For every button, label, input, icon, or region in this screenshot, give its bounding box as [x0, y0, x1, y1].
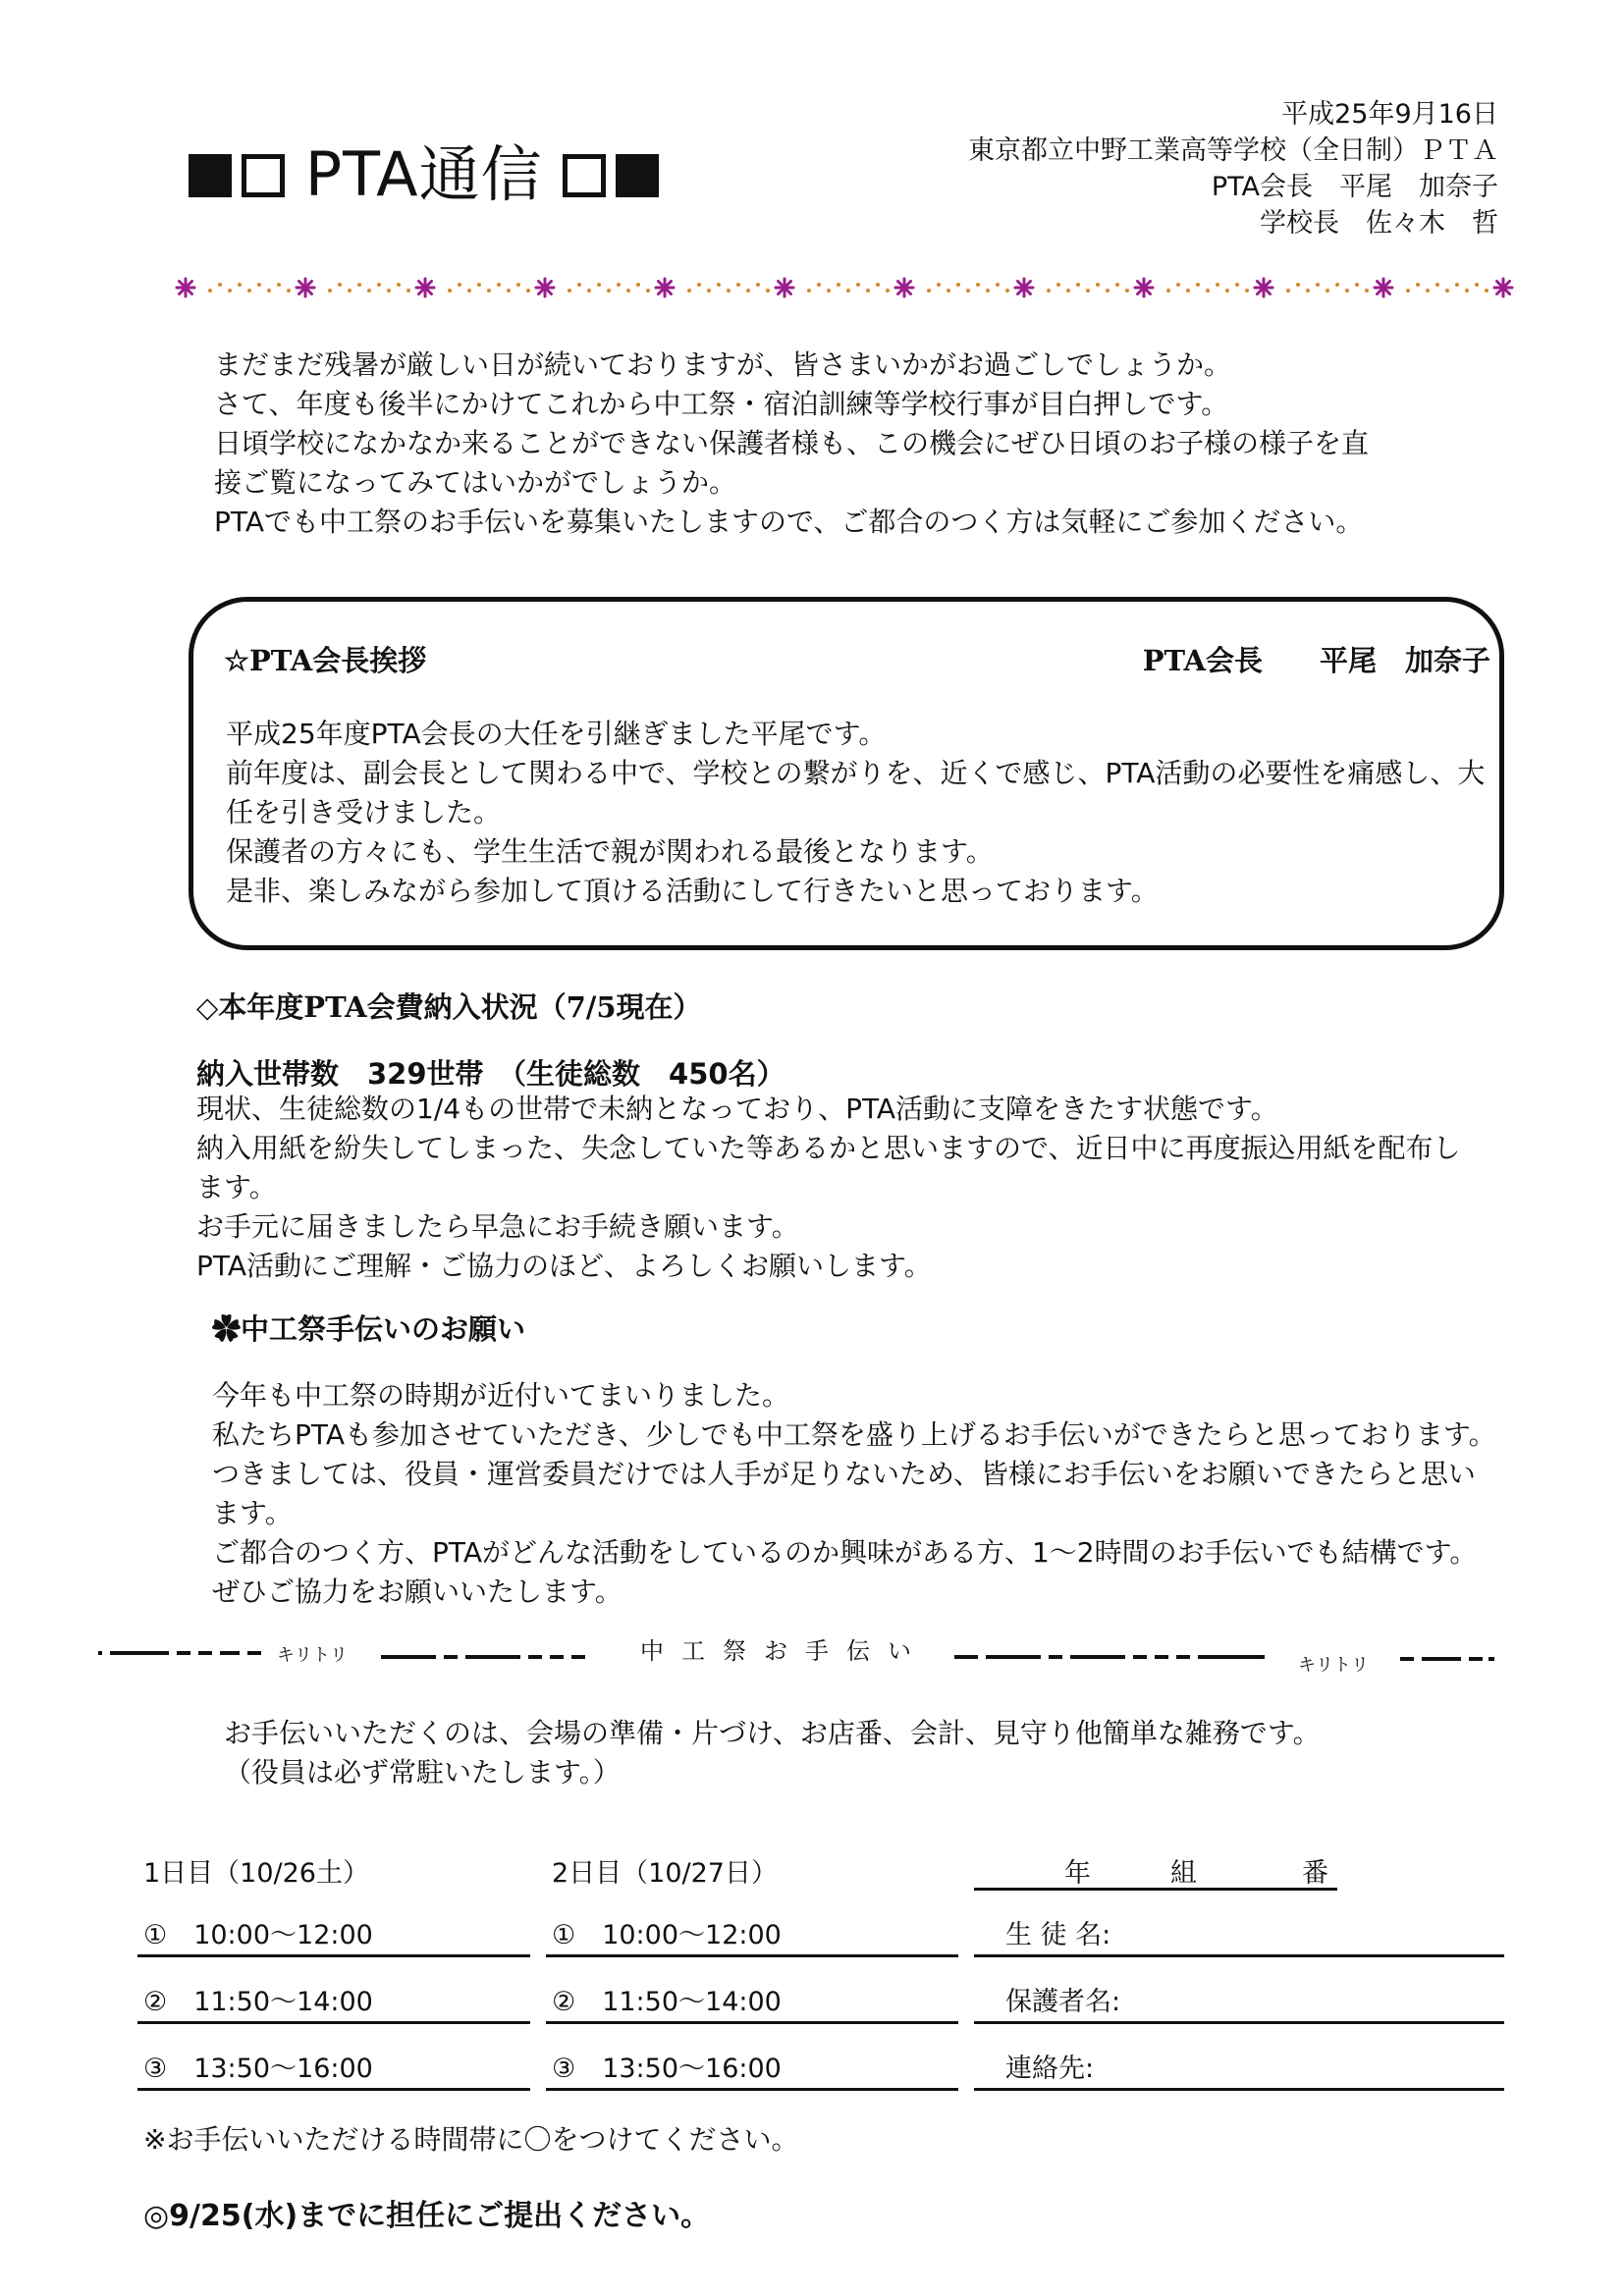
- border-dot: [277, 283, 281, 287]
- border-dot: [1235, 283, 1239, 287]
- cut-dash: [1133, 1655, 1147, 1659]
- border-dot: [1216, 283, 1219, 287]
- flower-icon: [774, 277, 795, 298]
- intro-line: 接ご覧になってみてはいかがでしょうか。: [214, 466, 737, 499]
- border-dot: [1306, 289, 1310, 293]
- class-group-label: 組: [1170, 1858, 1197, 1889]
- border-dot: [937, 283, 941, 287]
- border-dot: [406, 289, 410, 293]
- border-dot: [1406, 289, 1410, 293]
- festival-line: 今年も中工祭の時期が近付いてまいりました。: [212, 1379, 790, 1412]
- day2-slot-3[interactable]: ③ 13:50～16:00: [546, 2050, 958, 2091]
- border-dot: [876, 283, 880, 287]
- greeting-line: 前年度は、副会長として関わる中で、学校との繋がりを、近くで感じ、PTA活動の必要性を痛感し、大: [226, 757, 1486, 789]
- border-dot: [947, 289, 950, 293]
- flower-icon: [1253, 277, 1274, 298]
- border-dot: [1485, 289, 1489, 293]
- border-dot: [338, 283, 342, 287]
- dues-body: [196, 1090, 1460, 1286]
- day1-slot-2[interactable]: ② 11:50～14:00: [137, 1983, 530, 2024]
- border-dot: [1465, 289, 1469, 293]
- class-seat-label: 番: [1302, 1858, 1328, 1889]
- cut-dash: [198, 1651, 212, 1655]
- day1-slot-3[interactable]: ③ 13:50～16:00: [137, 2050, 530, 2091]
- border-dot: [526, 289, 530, 293]
- dues-line: 納入用紙を紛失してしまった、失念していた等あるかと思いますので、近日中に再度振込用紙を配布し: [196, 1132, 1461, 1164]
- border-dot: [927, 289, 931, 293]
- border-dot: [1426, 289, 1430, 293]
- border-dot: [328, 289, 332, 293]
- greeting-author: PTA会長 平尾 加奈子: [1142, 644, 1490, 677]
- border-dot: [397, 283, 401, 287]
- border-dot: [1086, 289, 1090, 293]
- border-dot: [886, 289, 890, 293]
- festival-line: つきましては、役員・運営委員だけでは人手が足りないため、皆様にお手伝いをお願いできたらと思い: [212, 1458, 1476, 1490]
- border-dot: [1365, 289, 1369, 293]
- border-dot: [377, 283, 381, 287]
- cut-dash: [1049, 1655, 1062, 1659]
- border-dot: [1335, 283, 1339, 287]
- intro-line: PTAでも中工祭のお手伝いを募集いたしますので、ご都合のつく方は気軽にご参加ください。: [214, 506, 1364, 538]
- intro-text: [214, 346, 1369, 542]
- border-dot: [1106, 289, 1110, 293]
- border-dot: [717, 283, 721, 287]
- border-dot: [1096, 283, 1100, 287]
- cut-center-label: 中工祭お手伝い: [640, 1637, 929, 1665]
- border-dot: [766, 289, 770, 293]
- cut-dash: [110, 1651, 169, 1655]
- border-dot: [827, 289, 831, 293]
- border-dot: [1186, 289, 1190, 293]
- flower-icon: [1013, 277, 1035, 298]
- border-dot: [1125, 289, 1129, 293]
- border-dot: [357, 283, 361, 287]
- form-note: ※お手伝いいただける時間帯に〇をつけてください。: [143, 2123, 799, 2156]
- border-dot: [1076, 283, 1080, 287]
- greeting-line: 平成25年度PTA会長の大任を引継ぎました平尾です。: [226, 718, 887, 750]
- border-dot: [568, 289, 571, 293]
- title-text: PTA通信: [304, 138, 543, 210]
- border-dot: [1355, 283, 1359, 287]
- border-dot: [497, 283, 501, 287]
- border-dot: [746, 289, 750, 293]
- black-square-icon: [189, 154, 232, 197]
- border-dot: [367, 289, 371, 293]
- border-dot: [287, 289, 291, 293]
- cut-label-left: キリトリ: [277, 1645, 348, 1666]
- cut-dash: [1489, 1657, 1494, 1661]
- help-desc-line: お手伝いいただくのは、会場の準備・片づけ、お店番、会計、見守り他簡単な雑務です。: [224, 1717, 1321, 1749]
- day2-slot-2[interactable]: ② 11:50～14:00: [546, 1983, 958, 2024]
- principal: 学校長 佐々木 哲: [1260, 208, 1498, 239]
- cut-dash: [550, 1655, 564, 1659]
- flower-icon: [295, 277, 316, 298]
- cut-dash: [1155, 1655, 1168, 1659]
- border-dot: [756, 283, 760, 287]
- greeting-line: 是非、楽しみながら参加して頂ける活動にして行きたいと思っております。: [226, 875, 1159, 907]
- class-year-label: 年: [1064, 1858, 1091, 1889]
- border-dot: [348, 289, 352, 293]
- pta-president: PTA会長 平尾 加奈子: [1211, 172, 1498, 202]
- border-dot: [1435, 283, 1439, 287]
- border-dot: [208, 289, 212, 293]
- greeting-header: [224, 639, 1490, 679]
- border-dot: [866, 289, 870, 293]
- border-dot: [976, 283, 980, 287]
- cut-dash: [444, 1655, 458, 1659]
- issue-date: 平成25年9月16日: [1281, 99, 1498, 130]
- border-dot: [1056, 283, 1060, 287]
- intro-line: まだまだ残暑が厳しい日が続いておりますが、皆さまいかがお過ごしでしょうか。: [214, 348, 1232, 381]
- border-dot: [1345, 289, 1349, 293]
- border-dot: [626, 289, 630, 293]
- border-dot: [516, 283, 520, 287]
- border-dot: [607, 289, 611, 293]
- festival-line: ご都合のつく方、PTAがどんな活動をしているのか興味がある方、1～2時間のお手伝いでも結構です。: [212, 1536, 1478, 1569]
- intro-line: 日頃学校になかなか来ることができない保護者様も、この機会にぜひ日頃のお子様の様子を直: [214, 427, 1370, 459]
- help-desc-line: （役員は必ず常駐いたします。）: [224, 1756, 621, 1789]
- border-dot: [228, 289, 232, 293]
- cut-dash: [465, 1655, 520, 1659]
- black-square-icon: [616, 154, 659, 197]
- border-dot: [1455, 283, 1459, 287]
- border-dot: [856, 283, 860, 287]
- flower-icon: [1133, 277, 1155, 298]
- submission-deadline: ◎9/25(水)までに担任にご提出ください。: [143, 2199, 711, 2233]
- dues-line: ます。: [196, 1171, 277, 1203]
- border-dot: [1005, 289, 1009, 293]
- dues-line: PTA活動にご理解・ご協力のほど、よろしくお願いします。: [196, 1250, 932, 1282]
- flower-icon: [893, 277, 915, 298]
- border-dot: [267, 289, 271, 293]
- cut-dash: [571, 1655, 585, 1659]
- greeting-body: [226, 715, 1485, 911]
- border-dot: [1066, 289, 1070, 293]
- border-dot: [986, 289, 990, 293]
- festival-line: ます。: [212, 1497, 293, 1529]
- day2-slot-1[interactable]: ① 10:00～12:00: [546, 1916, 958, 1957]
- contact-field[interactable]: 連絡先:: [974, 2050, 1504, 2091]
- decorative-border: [175, 277, 1510, 306]
- border-dot: [1176, 283, 1180, 287]
- border-dot: [687, 289, 691, 293]
- cut-dash: [98, 1651, 102, 1655]
- border-dot: [1296, 283, 1300, 287]
- cut-dash: [220, 1651, 240, 1655]
- border-dot: [846, 289, 850, 293]
- border-dot: [1047, 289, 1051, 293]
- border-dot: [966, 289, 970, 293]
- border-dot: [1206, 289, 1210, 293]
- cut-dash: [1198, 1655, 1265, 1659]
- cut-dash: [1176, 1655, 1190, 1659]
- border-dot: [996, 283, 1000, 287]
- border-dot: [238, 283, 242, 287]
- border-dot: [1316, 283, 1320, 287]
- cut-dash: [954, 1655, 978, 1659]
- border-dot: [1196, 283, 1200, 287]
- border-dot: [247, 289, 251, 293]
- page-title: [189, 126, 659, 213]
- flower-icon: [1492, 277, 1514, 298]
- border-dot: [636, 283, 640, 287]
- festival-line: 私たちPTAも参加させていただき、少しでも中工祭を盛り上げるお手伝いができたらと思っております。: [212, 1418, 1496, 1451]
- cut-dash: [986, 1655, 1041, 1659]
- cut-dash: [528, 1655, 542, 1659]
- border-dot: [956, 283, 960, 287]
- border-dot: [1445, 289, 1449, 293]
- border-dot: [448, 289, 452, 293]
- flower-icon: [1373, 277, 1394, 298]
- border-dot: [736, 283, 740, 287]
- border-dot: [257, 283, 261, 287]
- festival-body: [212, 1376, 1496, 1612]
- white-square-icon: [242, 154, 285, 197]
- greeting-title: ☆PTA会長挨拶: [224, 644, 427, 677]
- flower-icon: [534, 277, 556, 298]
- border-dot: [587, 289, 591, 293]
- border-dot: [617, 283, 621, 287]
- border-dot: [507, 289, 511, 293]
- border-dot: [1416, 283, 1420, 287]
- cut-dash: [247, 1651, 261, 1655]
- day1-label: 1日目（10/26土）: [143, 1858, 369, 1889]
- border-dot: [387, 289, 391, 293]
- dues-line: 現状、生徒総数の1/4もの世帯で未納となっており、PTA活動に支障をきたす状態です。: [196, 1093, 1278, 1125]
- border-dot: [837, 283, 840, 287]
- day1-slot-1[interactable]: ① 10:00～12:00: [137, 1916, 530, 1957]
- guardian-name-field[interactable]: 保護者名:: [974, 1983, 1504, 2024]
- border-dot: [1245, 289, 1249, 293]
- border-dot: [577, 283, 581, 287]
- border-dot: [1286, 289, 1290, 293]
- border-dot: [646, 289, 650, 293]
- cut-dash: [1469, 1657, 1483, 1661]
- cut-dash: [381, 1655, 436, 1659]
- border-dot: [597, 283, 601, 287]
- header-info: [968, 96, 1498, 241]
- dues-count: 納入世帯数 329世帯 （生徒総数 450名）: [196, 1057, 785, 1091]
- flower-icon: [414, 277, 436, 298]
- border-dot: [1475, 283, 1479, 287]
- cut-label-right: キリトリ: [1298, 1655, 1369, 1676]
- white-square-icon: [563, 154, 606, 197]
- school-name: 東京都立中野工業高等学校（全日制）ＰＴＡ: [968, 135, 1498, 166]
- border-dot: [477, 283, 481, 287]
- help-description: [224, 1714, 1321, 1792]
- greeting-line: 任を引き受けました。: [226, 796, 502, 828]
- border-dot: [817, 283, 821, 287]
- festival-title: ✿中工祭手伝いのお願い: [212, 1312, 526, 1346]
- border-dot: [1166, 289, 1170, 293]
- intro-line: さて、年度も後半にかけてこれから中工祭・宿泊訓練等学校行事が目白押しです。: [214, 388, 1229, 420]
- border-dot: [1326, 289, 1329, 293]
- greeting-line: 保護者の方々にも、学生生活で親が関われる最後となります。: [226, 835, 994, 868]
- border-dot: [487, 289, 491, 293]
- cut-dash: [177, 1651, 190, 1655]
- flower-icon: [654, 277, 676, 298]
- border-dot: [467, 289, 471, 293]
- border-dot: [218, 283, 222, 287]
- festival-line: ぜひご協力をお願いいたします。: [212, 1575, 623, 1608]
- border-dot: [727, 289, 731, 293]
- border-dot: [458, 283, 461, 287]
- border-dot: [697, 283, 701, 287]
- dues-title: ◇本年度PTA会費納入状況（7/5現在）: [196, 990, 702, 1024]
- student-name-field[interactable]: 生 徒 名:: [974, 1916, 1504, 1957]
- dues-line: お手元に届きましたら早急にお手続き願います。: [196, 1210, 799, 1243]
- cut-dash: [1422, 1657, 1461, 1661]
- class-number-field[interactable]: [974, 1851, 1337, 1891]
- border-dot: [1225, 289, 1229, 293]
- cut-dash: [1070, 1655, 1125, 1659]
- flower-icon: [175, 277, 196, 298]
- day2-label: 2日目（10/27日）: [552, 1858, 778, 1889]
- cut-dash: [1400, 1657, 1414, 1661]
- border-dot: [707, 289, 711, 293]
- border-dot: [807, 289, 811, 293]
- border-dot: [1115, 283, 1119, 287]
